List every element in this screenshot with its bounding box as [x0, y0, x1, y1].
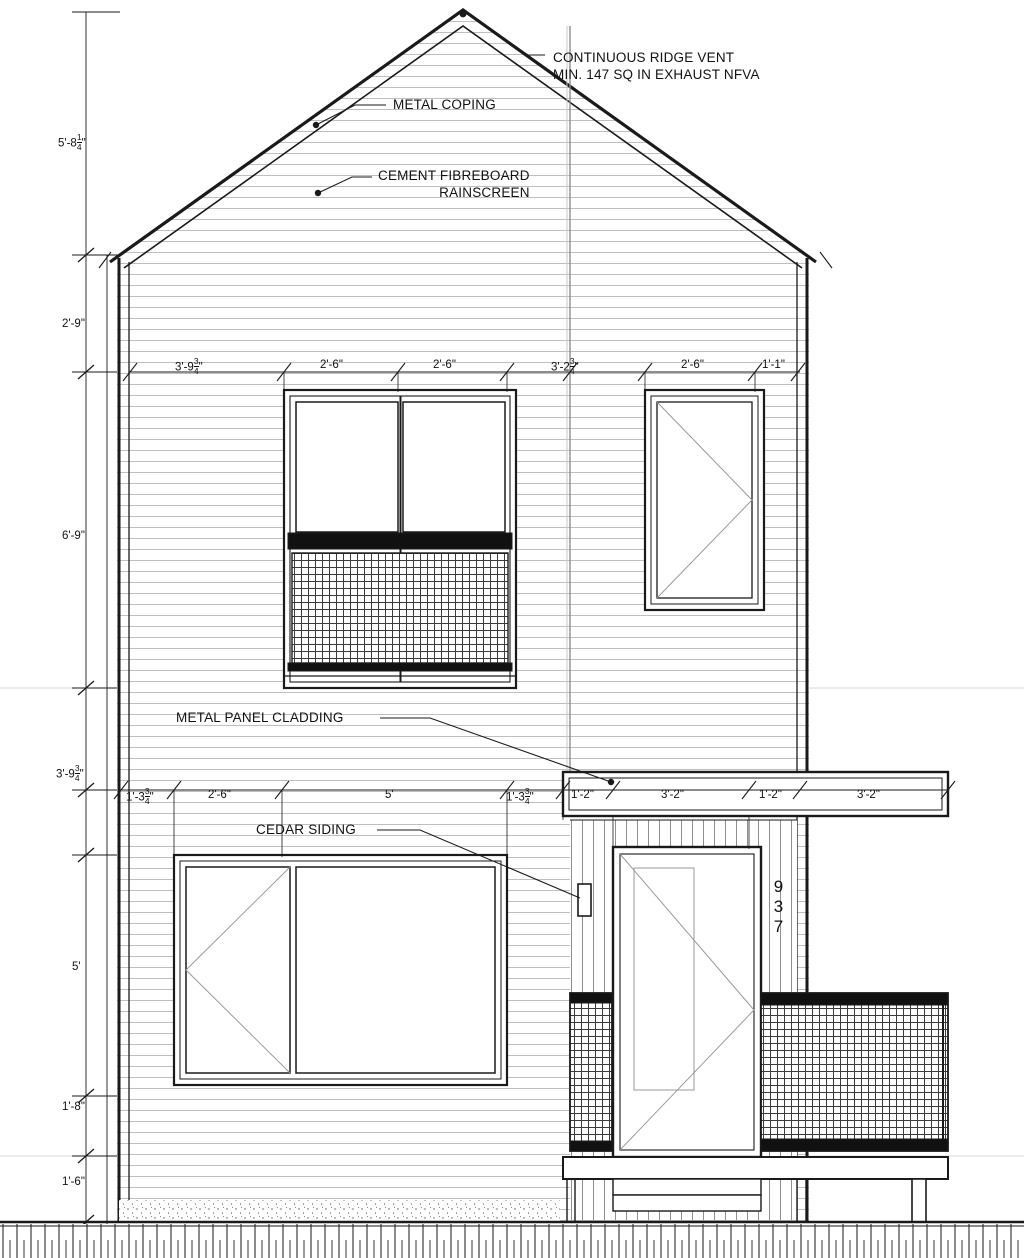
annotation-cedar-siding-text: CEDAR SIDING [256, 822, 356, 837]
upper-dimension-2: 2'-6" [433, 359, 456, 371]
lower-dimension-0: 1'-3 $\frac{3}{4}$ " [126, 786, 154, 806]
upper-dimension-4: 2'-6" [681, 359, 704, 371]
lower-dimension-2: 5' [385, 789, 394, 801]
annotation-metal-coping [393, 97, 496, 114]
annotation-ridge-vent-line1: CONTINUOUS RIDGE VENT [553, 50, 735, 65]
annotation-ridge-vent [553, 50, 760, 84]
upper-dimension-3: 3'-2 $\frac{3}{4}$ " [551, 356, 579, 376]
lower-dimension-4: 1'-2" [571, 789, 594, 801]
upper-dimension-1: 2'-6" [320, 359, 343, 371]
vertical-dimension-5: 1'-8" [62, 1101, 85, 1113]
annotation-metal-coping-text: METAL COPING [393, 97, 496, 112]
lower-dimension-5: 3'-2" [661, 789, 684, 801]
lower-dimension-6: 1'-2" [759, 789, 782, 801]
upper-dimension-5: 1'-1" [762, 359, 785, 371]
vertical-dimension-4: 5' [72, 961, 81, 973]
annotation-cement-fibreboard-rainscreen [378, 168, 530, 202]
fraction-3-9-3-4: $\frac{3}{4}$ [74, 763, 80, 783]
annotation-cedar-siding [256, 822, 356, 839]
annotation-metal-panel-cladding-text: METAL PANEL CLADDING [176, 710, 344, 725]
upper-dimension-0: 3'-9 $\frac{3}{4}$ " [175, 356, 203, 376]
lower-dimension-3: 1'-3 $\frac{3}{4}$ " [506, 786, 534, 806]
fraction-5-8-1-4: $\frac{1}{4}$ [76, 132, 82, 152]
address-number: 937 [769, 877, 788, 937]
annotation-ridge-vent-line2: MIN. 147 SQ IN EXHAUST NFVA [553, 66, 760, 82]
vertical-dimension-0: 5'-8 $\frac{1}{4}$ " [58, 132, 86, 152]
lower-dimension-1: 2'-6" [208, 789, 231, 801]
vertical-dimension-1: 2'-9" [62, 318, 85, 330]
vertical-dimension-3: 3'-9 $\frac{3}{4}$ " [56, 763, 84, 783]
lower-dimension-7: 3'-2" [857, 789, 880, 801]
annotation-rainscreen-line2: RAINSCREEN [439, 184, 530, 200]
annotation-rainscreen-line1: CEMENT FIBREBOARD [378, 168, 530, 183]
vertical-dimension-2: 6'-9" [62, 530, 85, 542]
annotation-metal-panel-cladding [176, 710, 344, 727]
vertical-dimension-6: 1'-6" [62, 1176, 85, 1188]
